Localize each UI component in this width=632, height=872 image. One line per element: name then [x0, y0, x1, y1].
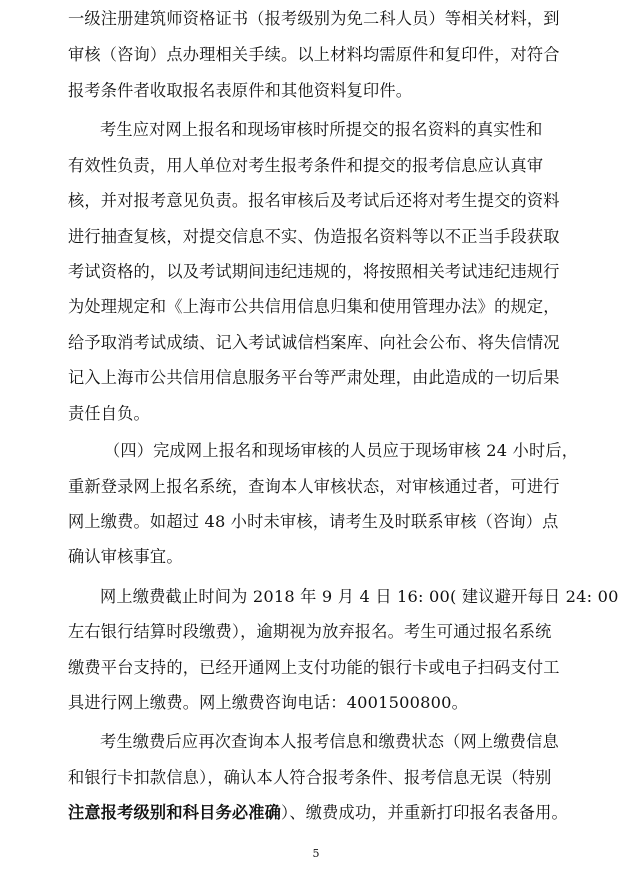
text-line: 左右银行结算时段缴费），逾期视为放弃报名。考生可通过报名系统: [68, 622, 552, 641]
page-number: 5: [312, 847, 320, 860]
text-line: 为处理规定和《上海市公共信用信息归集和使用管理办法》的规定，: [68, 297, 560, 316]
text-line: 审核（咨询）点办理相关手续。以上材料均需原件和复印件，对符合: [68, 45, 560, 64]
text-line-rest: ）、缴费成功，并重新打印报名表备用。: [281, 803, 568, 822]
text-line: 核，并对报考意见负责。报名审核后及考试后还将对考生提交的资料: [68, 191, 560, 210]
text-line: [68, 803, 568, 823]
text-line: 报考条件者收取报名表原件和其他资料复印件。: [68, 81, 413, 100]
text-line: 重新登录网上报名系统，查询本人审核状态，对审核通过者，可进行: [68, 477, 560, 496]
text-line: 考生缴费后应再次查询本人报考信息和缴费状态（网上缴费信息: [100, 732, 559, 751]
text-line: 确认审核事宜。: [68, 547, 183, 566]
text-line: 网上缴费。如超过 48 小时未审核，请考生及时联系审核（咨询）点: [68, 512, 559, 531]
text-line: 考试资格的，以及考试期间违纪违规的，将按照相关考试违纪违规行: [68, 262, 560, 281]
text-line: 记入上海市公共信用信息服务平台等严肃处理，由此造成的一切后果: [68, 368, 560, 387]
text-line: 给予取消考试成绩、记入考试诚信档案库、向社会公布、将失信情况: [68, 333, 560, 352]
text-line: 进行抽查复核，对提交信息不实、伪造报名资料等以不正当手段获取: [68, 227, 560, 246]
bold-emphasis-text: 注意报考级别和科目务必准确: [68, 803, 282, 822]
text-line: （四）完成网上报名和现场审核的人员应于现场审核 24 小时后，: [104, 441, 579, 460]
text-line: 考生应对网上报名和现场审核时所提交的报名资料的真实性和: [100, 120, 543, 139]
text-line: 有效性负责，用人单位对考生报考条件和提交的报考信息应认真审: [68, 156, 544, 175]
text-line: 网上缴费截止时间为 2018 年 9 月 4 日 16: 00( 建议避开每日 24: 00: [100, 587, 619, 606]
text-line: 具进行网上缴费。网上缴费咨询电话：4001500800。: [68, 693, 468, 712]
text-line: 缴费平台支持的，已经开通网上支付功能的银行卡或电子扫码支付工: [68, 658, 560, 677]
text-line: 和银行卡扣款信息），确认本人符合报考条件、报考信息无误（特别: [68, 768, 552, 787]
text-line: 一级注册建筑师资格证书（报考级别为免二科人员）等相关材料，到: [68, 9, 560, 28]
text-line: 责任自负。: [68, 404, 150, 423]
